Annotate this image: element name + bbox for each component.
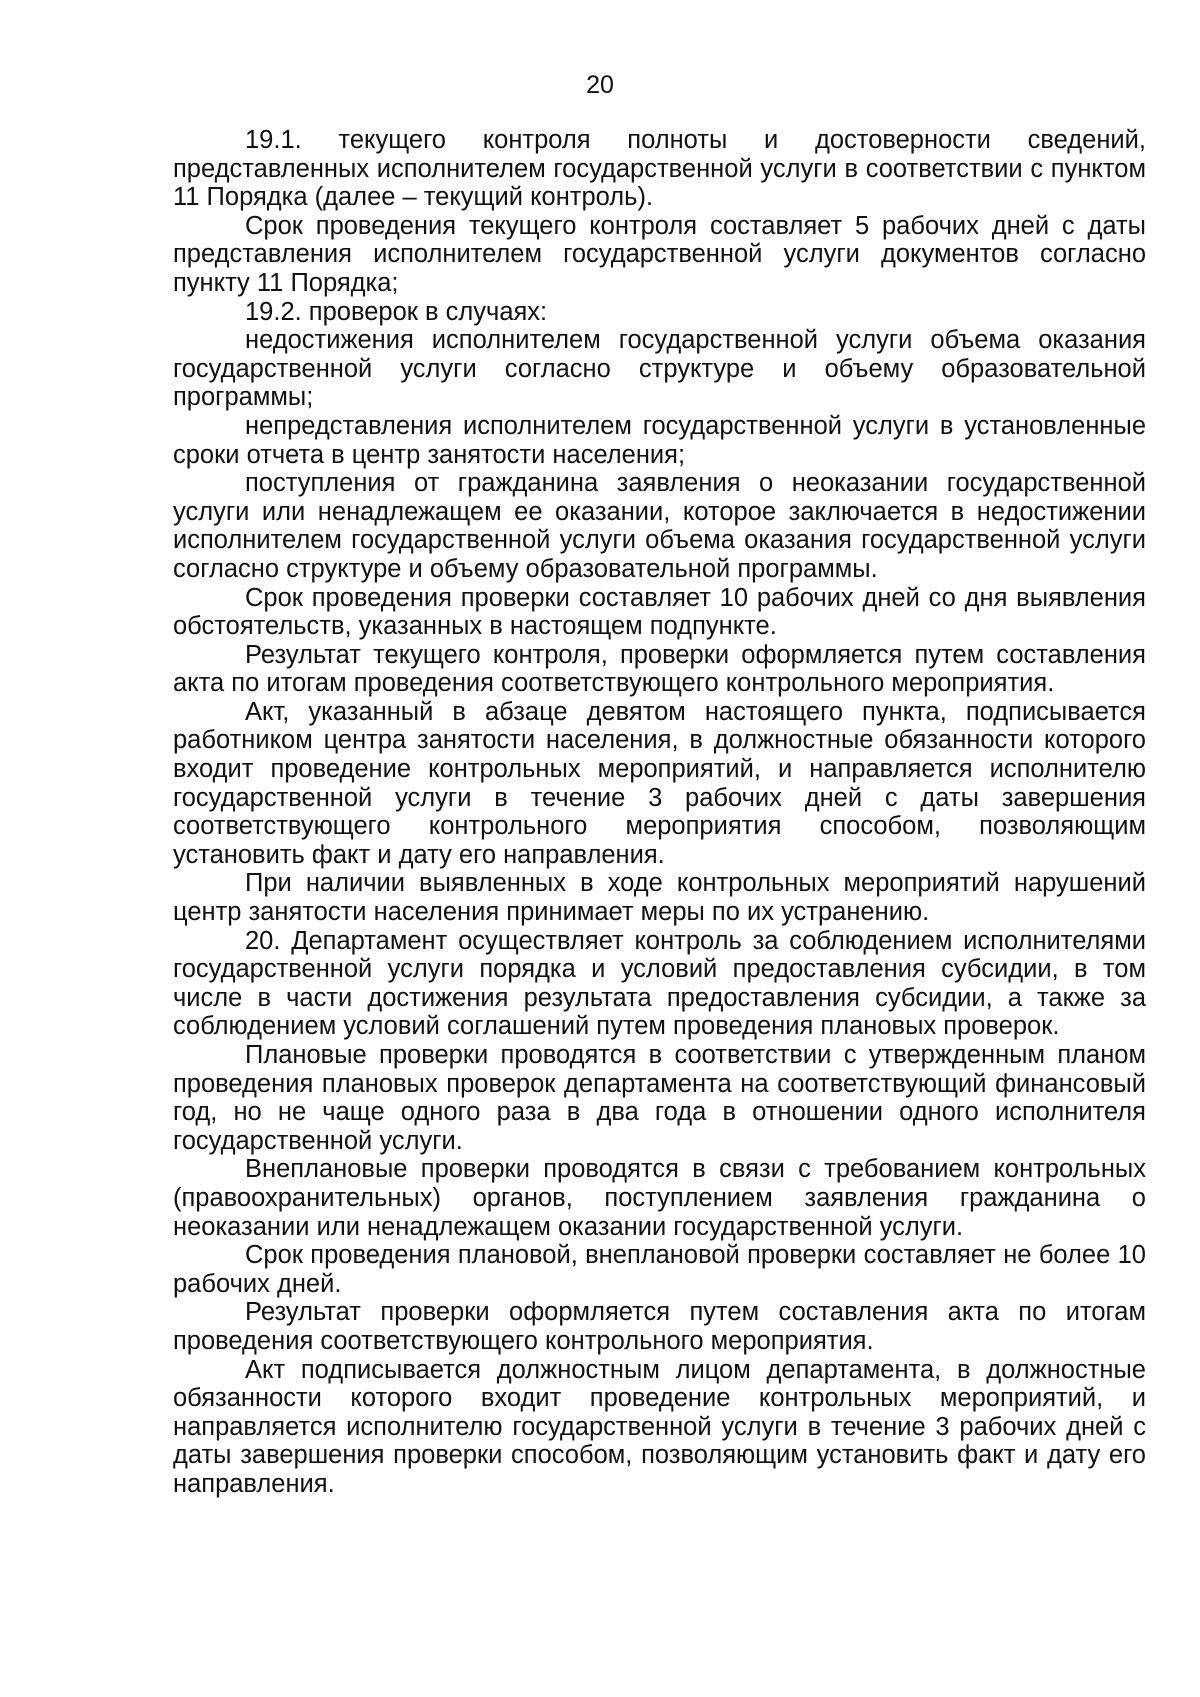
paragraph-control-result: Результат текущего контроля, проверки оформляется путем составления акта по итогам проведения соответствующего контрольного мероприятия.	[173, 640, 1146, 698]
paragraph-19-1: 19.1. текущего контроля полноты и достоверности сведений, представленных исполнителем государственной услуги в соответствии с пунктом 11 Порядка (далее – текущий контроль).	[173, 126, 1146, 212]
paragraph-20: 20. Департамент осуществляет контроль за соблюдением исполнителями государственной услуги порядка и условий предоставления субсидии, в том числе в части достижения результата предоставления субсидии, а также за соблюдением условий соглашений путем проведения плановых проверок.	[173, 926, 1146, 1041]
page-number: 20	[586, 71, 614, 99]
paragraph-inspection-result: Результат проверки оформляется путем составления акта по итогам проведения соответствующего контрольного мероприятия.	[173, 1298, 1146, 1355]
paragraph-act-signing: Акт, указанный в абзаце девятом настоящего пункта, подписывается работником центра занятости населения, в должностные обязанности которого входит проведение контрольных мероприятий, и направляется исполнителю государственной услуги в течение 3 рабочих дней с даты завершения соответствующего контрольного мероприятия способом, позволяющим установить факт и дату его направления.	[173, 697, 1146, 869]
paragraph-case-citizen-complaint: поступления от гражданина заявления о неоказании государственной услуги или ненадлежащем ее оказании, которое заключается в недостижении исполнителем государственной услуги объема оказания государственной услуги согласно структуре и объему образовательной программы.	[173, 469, 1146, 583]
paragraph-violations-measures: При наличии выявленных в ходе контрольных мероприятий нарушений центр занятости населения принимает меры по их устранению.	[173, 869, 1146, 927]
paragraph-department-act: Акт подписывается должностным лицом департамента, в должностные обязанности которого входит проведение контрольных мероприятий, и направляется исполнителю государственной услуги в течение 3 рабочих дней с даты завершения проверки способом, позволяющим установить факт и дату его направления.	[173, 1355, 1146, 1498]
paragraph-unplanned-inspections: Внеплановые проверки проводятся в связи с требованием контрольных (правоохранительных) органов, поступлением заявления гражданина о неоказании или ненадлежащем оказании государственной услуги.	[173, 1155, 1146, 1241]
paragraph-inspection-duration: Срок проведения плановой, внеплановой проверки составляет не более 10 рабочих дней.	[173, 1241, 1146, 1298]
paragraph-planned-inspections: Плановые проверки проводятся в соответствии с утвержденным планом проведения плановых проверок департамента на соответствующий финансовый год, но не чаще одного раза в два года в отношении одного исполнителя государственной услуги.	[173, 1041, 1146, 1155]
paragraph-case-non-achievement: недостижения исполнителем государственной услуги объема оказания государственной услуги согласно структуре и объему образовательной программы;	[173, 326, 1146, 412]
document-body	[173, 126, 1146, 1499]
paragraph-19-2: 19.2. проверок в случаях:	[245, 297, 548, 326]
paragraph-current-control-term: Срок проведения текущего контроля составляет 5 рабочих дней с даты представления исполнителем государственной услуги документов согласно пункту 11 Порядка;	[173, 211, 1146, 297]
paragraph-case-no-report: непредставления исполнителем государственной услуги в установленные сроки отчета в центр занятости населения;	[173, 411, 1146, 469]
paragraph-inspection-term: Срок проведения проверки составляет 10 рабочих дней со дня выявления обстоятельств, указанных в настоящем подпункте.	[173, 583, 1146, 641]
